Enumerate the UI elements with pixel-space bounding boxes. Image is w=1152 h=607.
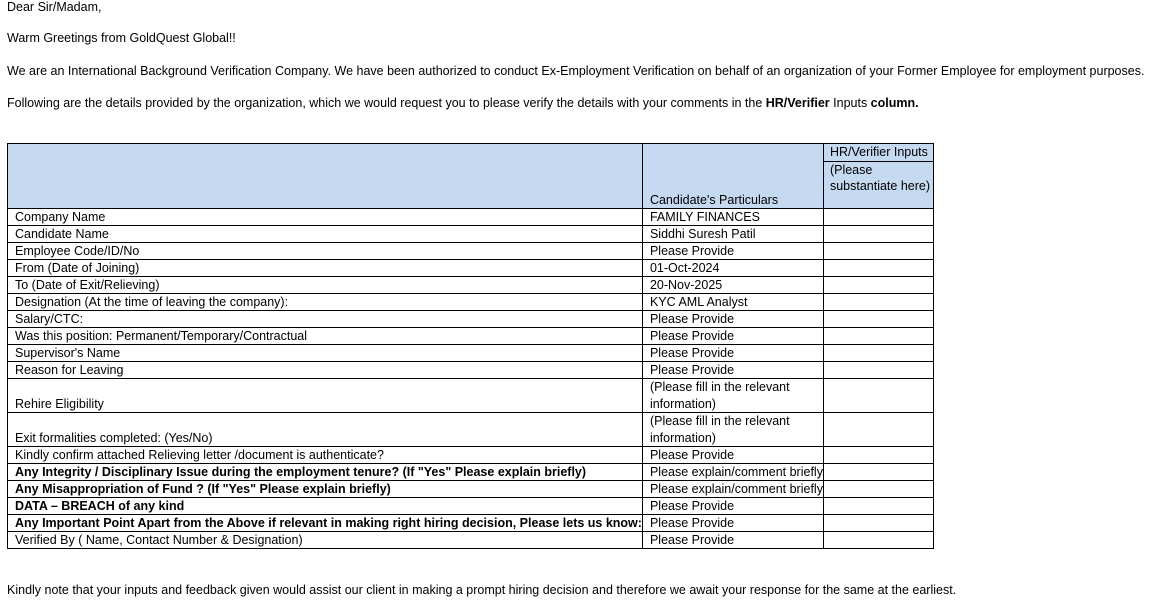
table-row [8,209,934,226]
row-value: 01-Oct-2024 [642,260,823,277]
table-row [8,362,934,379]
row-hr-input[interactable] [823,362,933,379]
table-row [8,447,934,464]
header-hr-bottom: (Please substantiate here) [829,162,931,193]
row-value: Please Provide [642,243,823,260]
row-hr-input[interactable] [823,481,933,498]
closing-paragraph: Kindly note that your inputs and feedback given would assist our client in making a prompt hiring decision and therefore we await your response for the same at the earliest. [7,583,957,597]
request-paragraph [7,96,919,110]
row-label: Any Important Point Apart from the Above if relevant in making right hiring decision, Please lets us know: [8,515,643,532]
table-row [8,532,934,549]
row-label: Employee Code/ID/No [8,243,643,260]
table-row [8,481,934,498]
table-row [8,294,934,311]
row-label: Was this position: Permanent/Temporary/Contractual [8,328,643,345]
row-value: Please Provide [642,362,823,379]
request-bold-column: column. [870,96,919,110]
table-row [8,413,934,447]
table-row [8,277,934,294]
row-hr-input[interactable] [823,345,933,362]
table-row [8,226,934,243]
row-label: Exit formalities completed: (Yes/No) [8,413,643,447]
table-row [8,243,934,260]
row-hr-input[interactable] [823,328,933,345]
table-row [8,464,934,481]
row-label: Verified By ( Name, Contact Number & Designation) [8,532,643,549]
row-hr-input[interactable] [823,447,933,464]
header-blank-cell [8,144,643,209]
row-label: Candidate Name [8,226,643,243]
request-prefix: Following are the details provided by the organization, which we would request you to please verify the details with your comments in the [7,96,766,110]
table-row [8,345,934,362]
request-mid: Inputs [829,96,871,110]
row-value: (Please fill in the relevant information) [642,379,823,413]
row-label: Supervisor's Name [8,345,643,362]
row-value: Please Provide [642,311,823,328]
verification-table [7,143,934,549]
row-value: Please explain/comment briefly [642,481,823,498]
row-label: From (Date of Joining) [8,260,643,277]
row-value: Please Provide [642,515,823,532]
row-value: Siddhi Suresh Patil [642,226,823,243]
row-hr-input[interactable] [823,464,933,481]
row-label: Rehire Eligibility [8,379,643,413]
row-value: Please Provide [642,447,823,464]
row-label: Designation (At the time of leaving the company): [8,294,643,311]
row-hr-input[interactable] [823,532,933,549]
row-hr-input[interactable] [823,294,933,311]
row-value: Please Provide [642,532,823,549]
row-label: Any Integrity / Disciplinary Issue during the employment tenure? (If "Yes" Please explain briefly) [8,464,643,481]
row-value: (Please fill in the relevant information) [642,413,823,447]
row-value: Please Provide [642,345,823,362]
request-bold-hr: HR/Verifier [765,96,830,110]
row-value: KYC AML Analyst [642,294,823,311]
header-hr-verifier-inputs [823,144,933,209]
table-row [8,260,934,277]
row-hr-input[interactable] [823,277,933,294]
table-row [8,311,934,328]
row-label: Company Name [8,209,643,226]
row-value: FAMILY FINANCES [642,209,823,226]
row-value: Please Provide [642,328,823,345]
row-hr-input[interactable] [823,243,933,260]
row-hr-input[interactable] [823,413,933,447]
row-hr-input[interactable] [823,260,933,277]
header-hr-top: HR/Verifier Inputs [824,144,933,162]
row-hr-input[interactable] [823,379,933,413]
row-label: To (Date of Exit/Relieving) [8,277,643,294]
row-label: DATA – BREACH of any kind [8,498,643,515]
row-label: Reason for Leaving [8,362,643,379]
row-value: Please Provide [642,498,823,515]
table-header-row [8,144,934,209]
table-row [8,515,934,532]
row-hr-input[interactable] [823,226,933,243]
row-value: 20-Nov-2025 [642,277,823,294]
row-label: Salary/CTC: [8,311,643,328]
row-hr-input[interactable] [823,209,933,226]
table-row [8,498,934,515]
row-value: Please explain/comment briefly [642,464,823,481]
table-row [8,328,934,345]
row-hr-input[interactable] [823,498,933,515]
greeting-line: Dear Sir/Madam, [7,0,102,14]
intro-paragraph: We are an International Background Verification Company. We have been authorized to conduct Ex-Employment Verification on behalf of an organization of your Former Employee for employment purposes. [7,64,1145,78]
table-row [8,379,934,413]
header-particulars: Candidate's Particulars [642,144,823,209]
row-label: Kindly confirm attached Relieving letter /document is authenticate? [8,447,643,464]
row-hr-input[interactable] [823,515,933,532]
row-label: Any Misappropriation of Fund ? (If "Yes" Please explain briefly) [8,481,643,498]
row-hr-input[interactable] [823,311,933,328]
warm-greetings-line: Warm Greetings from GoldQuest Global!! [7,31,236,45]
